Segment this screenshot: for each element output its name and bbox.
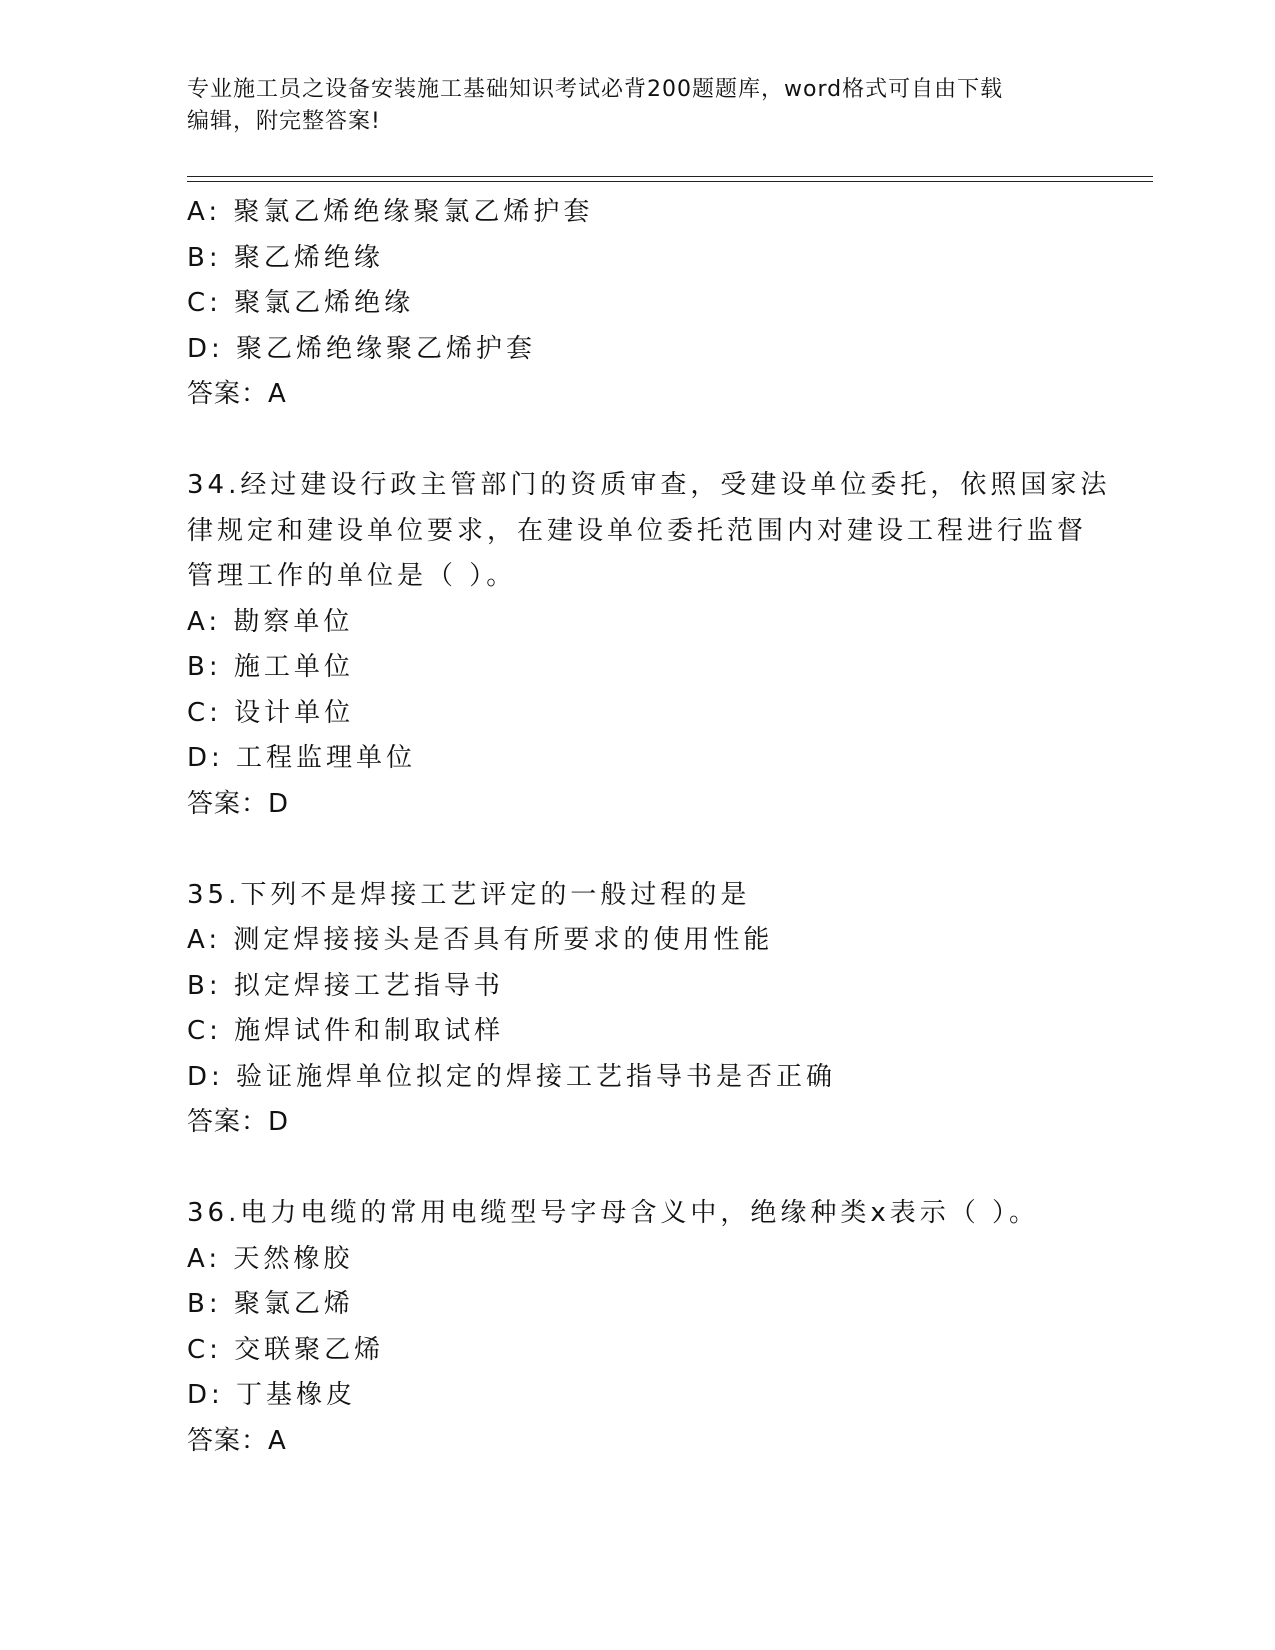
question-stem-line: 律规定和建设单位要求，在建设单位委托范围内对建设工程进行监督 <box>187 515 1088 546</box>
answer-line: 答案：A <box>187 379 287 409</box>
option-a: A: 天然橡胶 <box>187 1243 354 1274</box>
option-c: C: 交联聚乙烯 <box>187 1334 385 1365</box>
question-stem-line: 35.下列不是焊接工艺评定的一般过程的是 <box>187 879 751 910</box>
question-34 <box>187 463 1111 827</box>
header-divider-bottom <box>187 181 1153 182</box>
spacer <box>187 418 1087 464</box>
question-33 <box>187 190 1087 418</box>
option-b: B: 拟定焊接工艺指导书 <box>187 970 504 1001</box>
option-a: A: 测定焊接接头是否具有所要求的使用性能 <box>187 925 774 955</box>
header-divider-top <box>187 176 1153 177</box>
option-c: C: 设计单位 <box>187 697 355 728</box>
option-c: C: 聚氯乙烯绝缘 <box>187 288 415 318</box>
option-a: A: 聚氯乙烯绝缘聚氯乙烯护套 <box>187 197 594 227</box>
header-title-line-2: 编辑，附完整答案! <box>187 109 381 134</box>
spacer <box>187 1146 1087 1192</box>
question-stem-line: 管理工作的单位是（ ）。 <box>187 561 517 591</box>
answer-line: 答案：A <box>187 1425 287 1456</box>
question-35 <box>187 873 1087 1146</box>
option-d: D: 丁基橡皮 <box>187 1380 357 1410</box>
option-c: C: 施焊试件和制取试样 <box>187 1016 505 1046</box>
option-b: B: 聚氯乙烯 <box>187 1289 354 1319</box>
document-header <box>187 74 1087 138</box>
answer-line: 答案：D <box>187 788 290 819</box>
option-d: D: 工程监理单位 <box>187 743 417 773</box>
option-a: A: 勘察单位 <box>187 606 354 637</box>
option-b: B: 聚乙烯绝缘 <box>187 242 384 273</box>
question-stem-line: 34.经过建设行政主管部门的资质审查，受建设单位委托，依照国家法 <box>187 470 1111 500</box>
question-list <box>187 190 1111 1464</box>
spacer <box>187 827 1087 873</box>
header-title-line-1: 专业施工员之设备安装施工基础知识考试必背200题题库，word格式可自由下载 <box>187 77 1004 102</box>
question-stem-line: 36.电力电缆的常用电缆型号字母含义中，绝缘种类x表示（ ）。 <box>187 1198 1040 1228</box>
question-36 <box>187 1191 1087 1464</box>
option-b: B: 施工单位 <box>187 652 354 682</box>
answer-line: 答案：D <box>187 1107 290 1137</box>
option-d: D: 聚乙烯绝缘聚乙烯护套 <box>187 333 537 364</box>
option-d: D: 验证施焊单位拟定的焊接工艺指导书是否正确 <box>187 1061 837 1092</box>
